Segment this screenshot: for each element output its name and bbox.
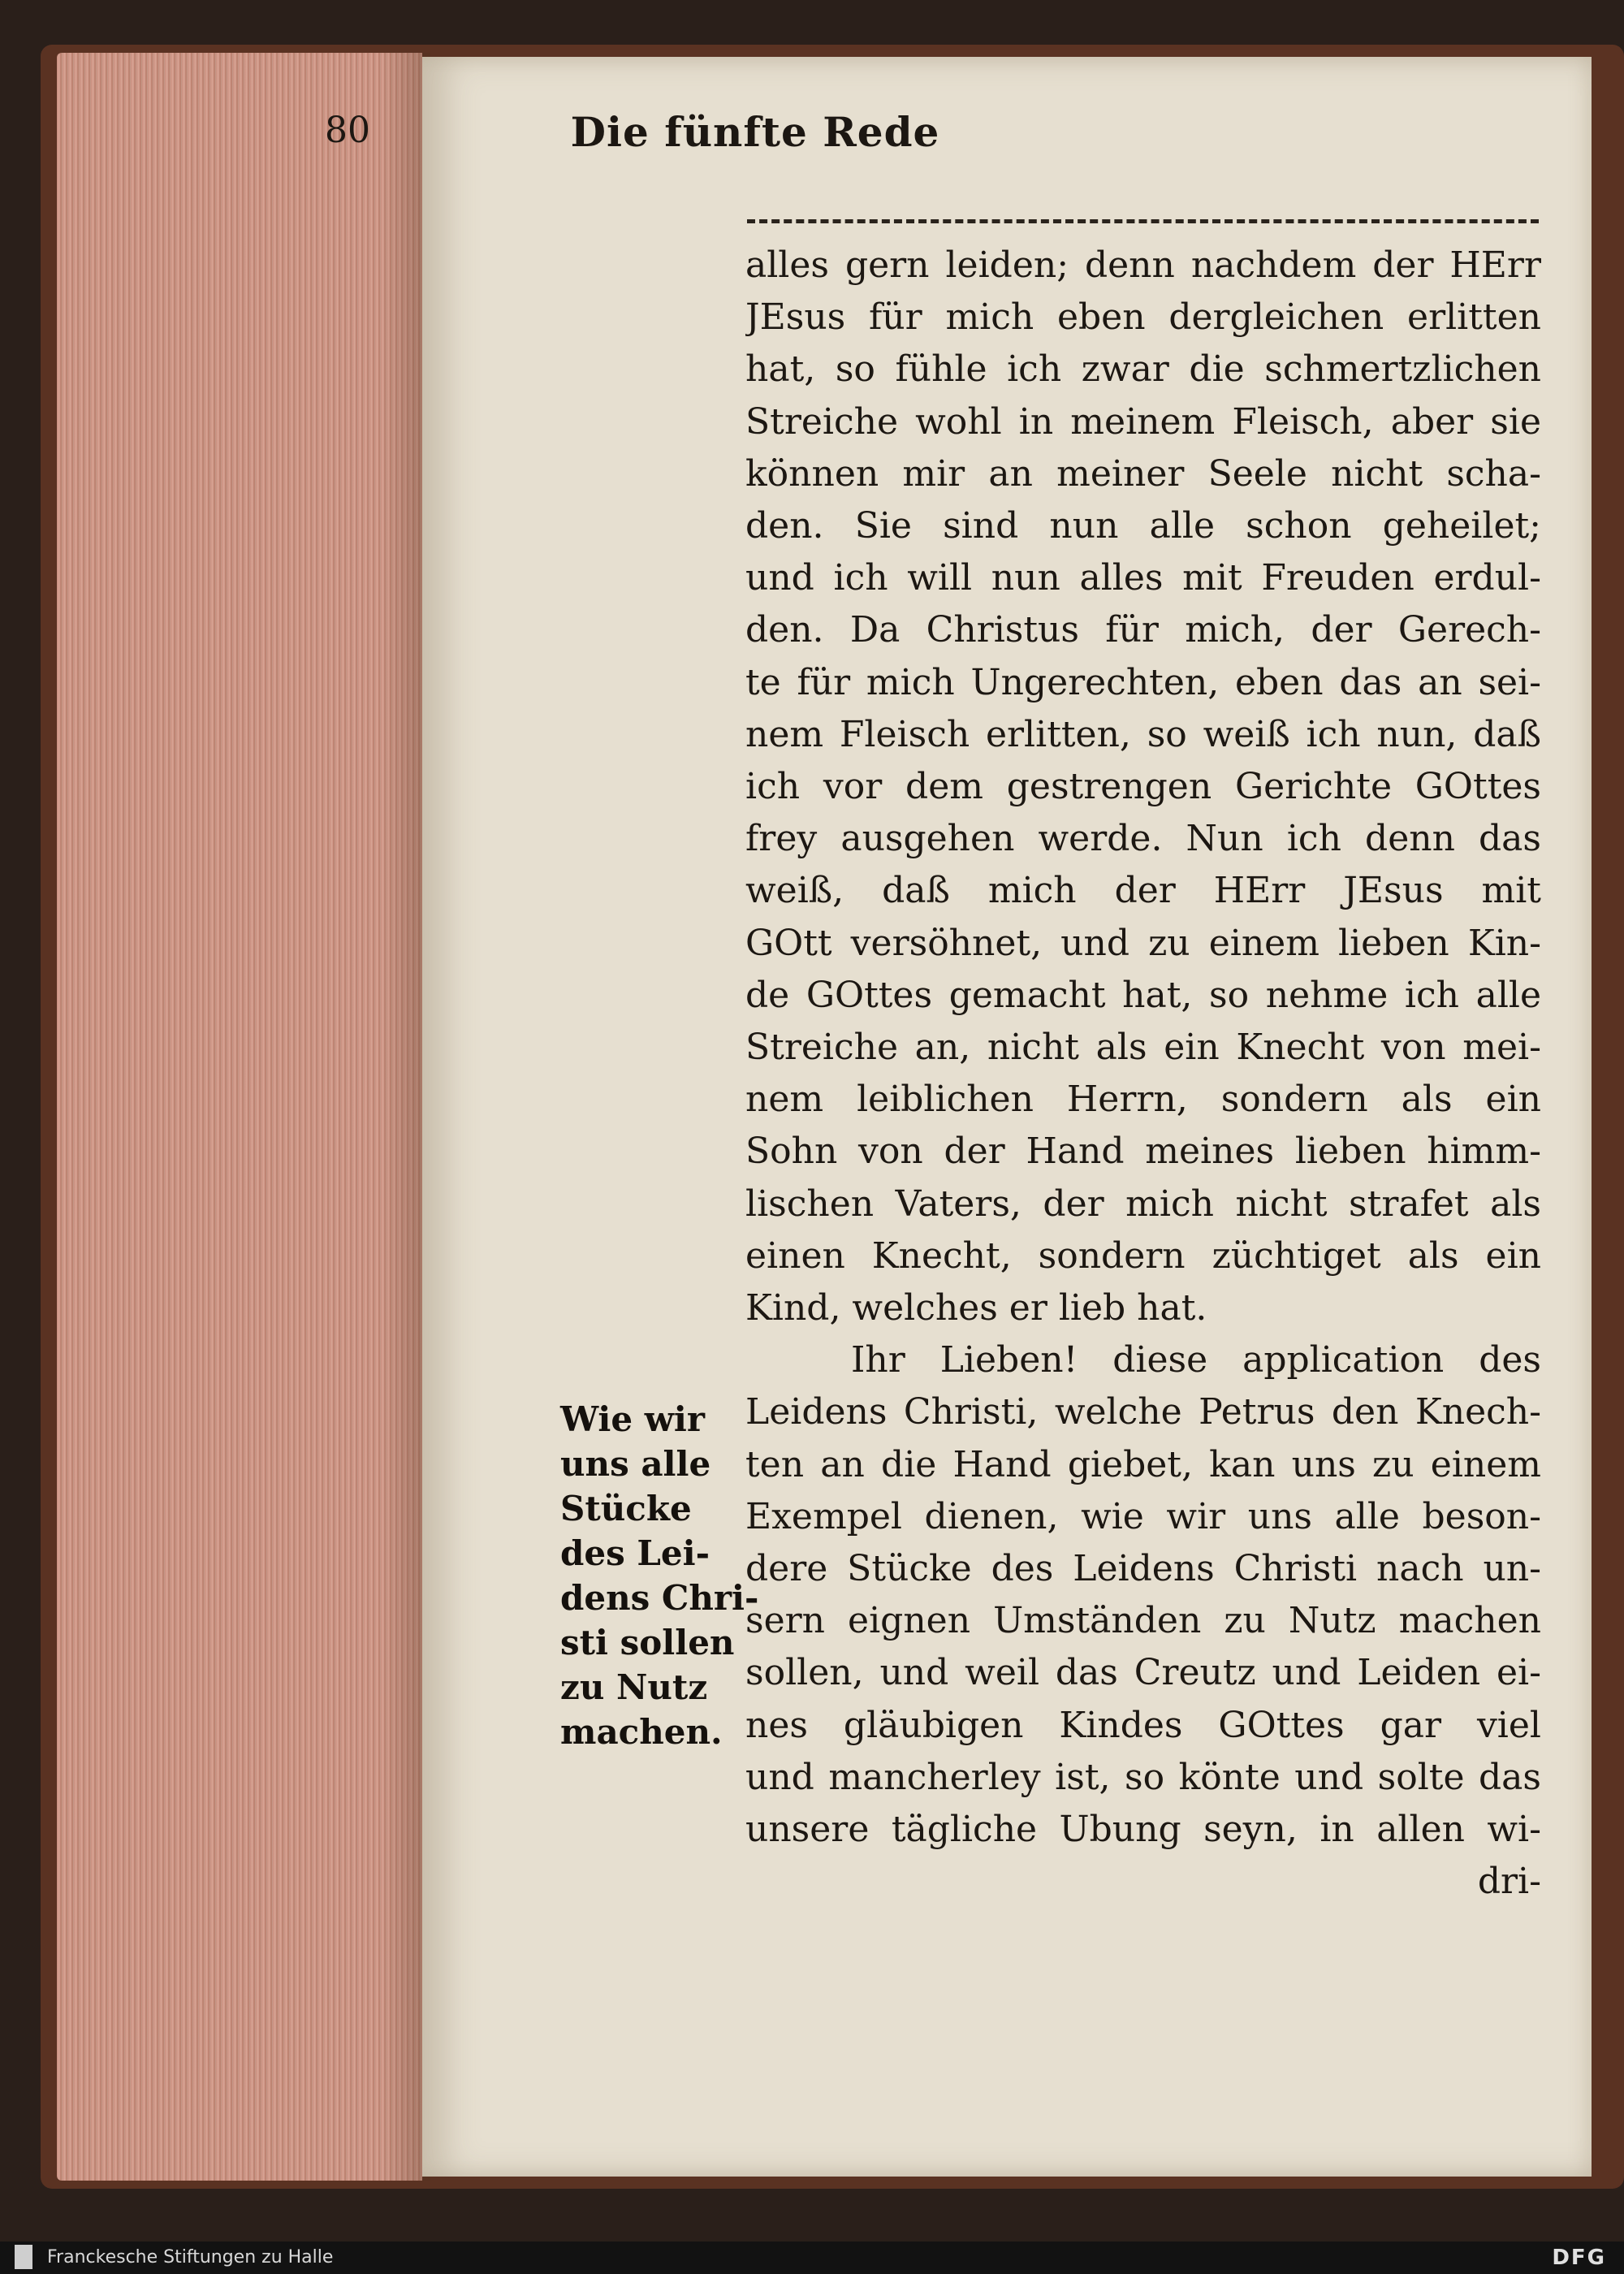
text-line: lischen Vaters, der mich nicht strafet als	[745, 1182, 1541, 1225]
margin-note-line: Stücke	[560, 1489, 692, 1528]
text-line: Streiche an, nicht als ein Knecht von mei-	[745, 1027, 1541, 1069]
margin-note-line: des Lei-	[560, 1533, 710, 1573]
institution-name: Franckesche Stiftungen zu Halle	[47, 2247, 334, 2268]
text-line: einen Knecht, sondern züchtiget als ein	[745, 1234, 1541, 1277]
page-number: 80	[325, 110, 370, 151]
footer-bar	[0, 2242, 1624, 2274]
page-stack-edge	[57, 53, 422, 2181]
text-line: können mir an meiner Seele nicht scha-	[745, 452, 1541, 495]
text-line: de GOttes gemacht hat, so nehme ich alle	[745, 974, 1541, 1016]
text-line: ich vor dem gestrengen Gerichte GOttes	[745, 766, 1541, 808]
text-line: Exempel dienen, wie wir uns alle beson-	[745, 1495, 1541, 1537]
text-line: sern eignen Umständen zu Nutz machen	[745, 1600, 1541, 1642]
margin-note	[560, 1397, 759, 1754]
text-line: weiß, daß mich der HErr JEsus mit	[745, 870, 1541, 912]
text-line: Streiche wohl in meinem Fleisch, aber sie	[745, 400, 1541, 443]
text-line: den. Sie sind nun alle schon geheilet;	[745, 505, 1541, 547]
margin-note-line: sti sollen	[560, 1623, 735, 1662]
running-head	[325, 93, 1186, 166]
text-line: alles gern leiden; denn nachdem der HErr	[745, 244, 1541, 286]
margin-note-line: dens Chri-	[560, 1578, 759, 1618]
text-line: Kind, welches er lieb hat.	[745, 1287, 1207, 1329]
margin-note-line: machen.	[560, 1712, 723, 1752]
text-line: hat, so fühle ich zwar die schmertzlichen	[745, 348, 1541, 391]
text-line: nem Fleisch erlitten, so weiß ich nun, daß	[745, 713, 1541, 755]
text-line: dere Stücke des Leidens Christi nach un-	[745, 1548, 1541, 1590]
margin-note-line: Wie wir	[560, 1399, 705, 1439]
text-line: Leidens Christi, welche Petrus den Knech-	[745, 1391, 1541, 1433]
text-line: te für mich Ungerechten, eben das an sei-	[745, 661, 1541, 703]
institution-logo-icon	[15, 2245, 32, 2269]
text-line: JEsus für mich eben dergleichen erlitten	[745, 296, 1541, 339]
header-rule	[747, 219, 1539, 223]
text-line: nem leiblichen Herrn, sondern als ein	[745, 1079, 1541, 1121]
catchword: dri-	[1477, 1861, 1541, 1903]
text-line: GOtt versöhnet, und zu einem lieben Kin-	[745, 922, 1541, 964]
text-line: Sohn von der Hand meines lieben himm-	[745, 1131, 1541, 1173]
margin-note-line: zu Nutz	[560, 1667, 708, 1707]
text-line: und ich will nun alles mit Freuden erdul-	[745, 557, 1541, 599]
text-line: unsere tägliche Ubung seyn, in allen wi-	[745, 1809, 1541, 1851]
text-line: und mancherley ist, so könte und solte das	[745, 1756, 1541, 1798]
text-line: ten an die Hand giebet, kan uns zu einem	[745, 1443, 1541, 1485]
text-line: den. Da Christus für mich, der Gerech-	[745, 609, 1541, 651]
text-line: nes gläubigen Kindes GOttes gar viel	[745, 1704, 1541, 1746]
text-line: Ihr Lieben! diese application des	[851, 1339, 1541, 1381]
text-line: frey ausgehen werde. Nun ich denn das	[745, 818, 1541, 860]
dfg-logo: DFG	[1552, 2246, 1606, 2270]
margin-note-line: uns alle	[560, 1444, 711, 1484]
text-line: sollen, und weil das Creutz und Leiden ei-	[745, 1652, 1541, 1694]
body-text	[745, 240, 1541, 1909]
running-title: Die fünfte Rede	[570, 108, 940, 156]
